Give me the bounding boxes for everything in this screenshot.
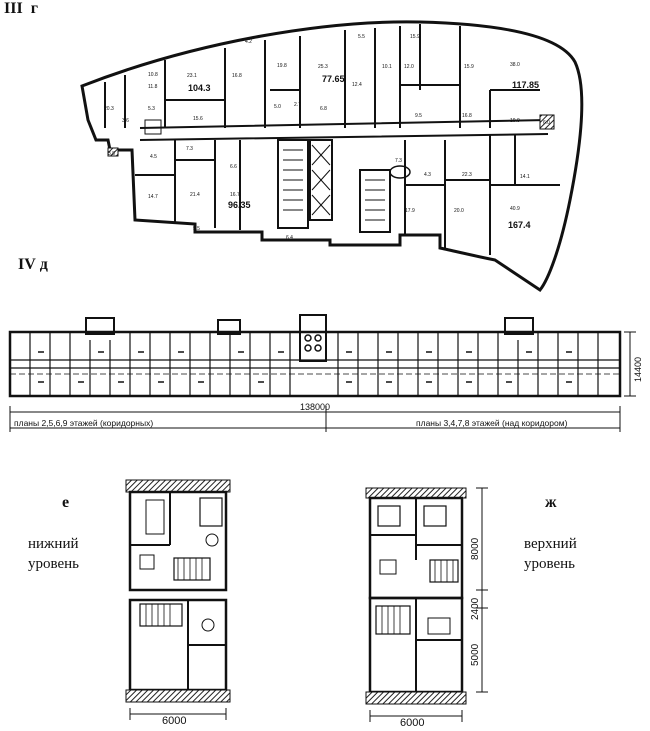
room-area-label: 19.8 xyxy=(277,63,287,69)
room-area-label: 15.6 xyxy=(193,116,203,122)
room-area-label: 16.8 xyxy=(462,113,472,119)
building-width-dim: 14400 xyxy=(633,356,643,382)
room-area-label: 40.9 xyxy=(510,206,520,212)
plan-zh-dim-top: 8000 xyxy=(470,537,481,560)
room-area-label: 17.9 xyxy=(405,208,415,214)
section-iv-numeral: IV xyxy=(18,256,36,273)
plan-g-bath-oval xyxy=(390,166,410,178)
room-area-label: 6.4 xyxy=(286,235,293,241)
room-area-label: 20.0 xyxy=(454,208,464,214)
room-area-label: 12.0 xyxy=(404,64,414,70)
room-area-label: 7.3 xyxy=(186,146,193,152)
room-area-label: 5.5 xyxy=(358,34,365,40)
room-area-label: 10.1 xyxy=(382,64,392,70)
room-area-label: 6.6 xyxy=(230,164,237,170)
total-length-dim: 138000 xyxy=(300,402,331,412)
room-area-label: 14.7 xyxy=(148,194,158,200)
lower-level-caption-line1: нижний xyxy=(28,536,79,552)
room-area-label: 6.0 xyxy=(543,120,550,126)
room-area-label: 3.6 xyxy=(122,118,129,124)
room-area-label: 4.2 xyxy=(245,39,252,45)
room-area-label: 16.7 xyxy=(230,192,240,198)
plan-g xyxy=(82,22,582,290)
room-area-label: 3.8 xyxy=(108,151,115,157)
room-area-label: 11.8 xyxy=(148,84,158,90)
room-area-label: 9.5 xyxy=(415,113,422,119)
section-iv-letter: д xyxy=(39,256,48,273)
room-area-label: 21.4 xyxy=(190,192,200,198)
room-area-label: 5.5 xyxy=(193,226,200,232)
plan-d xyxy=(10,315,636,432)
plan-d-outline xyxy=(10,332,620,396)
room-area-label: 10.8 xyxy=(148,72,158,78)
plan-zh-dim-mid: 2400 xyxy=(470,597,481,620)
room-area-label: 19.9 xyxy=(510,118,520,124)
apt-area-label: 117.85 xyxy=(512,80,540,90)
plan-zh-dim-bottom: 5000 xyxy=(470,643,481,666)
apt-area-label: 77.65 xyxy=(322,74,345,84)
room-area-label: 7.3 xyxy=(395,158,402,164)
room-area-label: 4.5 xyxy=(150,154,157,160)
room-area-label: 38.0 xyxy=(510,62,520,68)
room-area-label: 16.8 xyxy=(232,73,242,79)
right-floor-caption: планы 3,4,7,8 этажей (над коридором) xyxy=(416,418,568,428)
section-iii-numeral: III xyxy=(4,0,23,17)
plan-g-stair-right xyxy=(360,170,390,232)
section-zh-label: ж xyxy=(545,494,557,511)
section-e-label: е xyxy=(62,494,70,511)
apt-area-label: 167.4 xyxy=(508,220,531,230)
upper-level-caption-line1: верхний xyxy=(524,536,577,552)
apt-area-label: 104.3 xyxy=(188,83,211,93)
room-area-label: 20.3 xyxy=(104,106,114,112)
plan-zh-width-dim: 6000 xyxy=(400,717,425,729)
room-area-label: 12.4 xyxy=(352,82,362,88)
apt-area-label: 96.35 xyxy=(228,200,251,210)
plan-g-stair-left xyxy=(278,140,308,228)
room-area-label: 5.3 xyxy=(148,106,155,112)
room-area-label: 15.9 xyxy=(464,64,474,70)
left-floor-caption: планы 2,5,6,9 этажей (коридорных) xyxy=(14,418,154,428)
plan-e-width-dim: 6000 xyxy=(162,715,187,727)
room-area-label: 25.3 xyxy=(318,64,328,70)
room-area-label: 15.9 xyxy=(410,34,420,40)
room-area-label: 2.7 xyxy=(294,102,301,108)
plan-e xyxy=(126,480,230,720)
section-iii-letter: г xyxy=(30,0,38,17)
room-area-label: 6.8 xyxy=(320,106,327,112)
room-area-label: 23.1 xyxy=(187,73,197,79)
room-area-label: 4.3 xyxy=(424,172,431,178)
upper-level-caption-line2: уровень xyxy=(524,556,576,572)
room-area-label: 14.1 xyxy=(520,174,530,180)
lower-level-caption-line2: уровень xyxy=(28,556,80,572)
room-area-label: 22.3 xyxy=(462,172,472,178)
room-area-label: 5.0 xyxy=(274,104,281,110)
